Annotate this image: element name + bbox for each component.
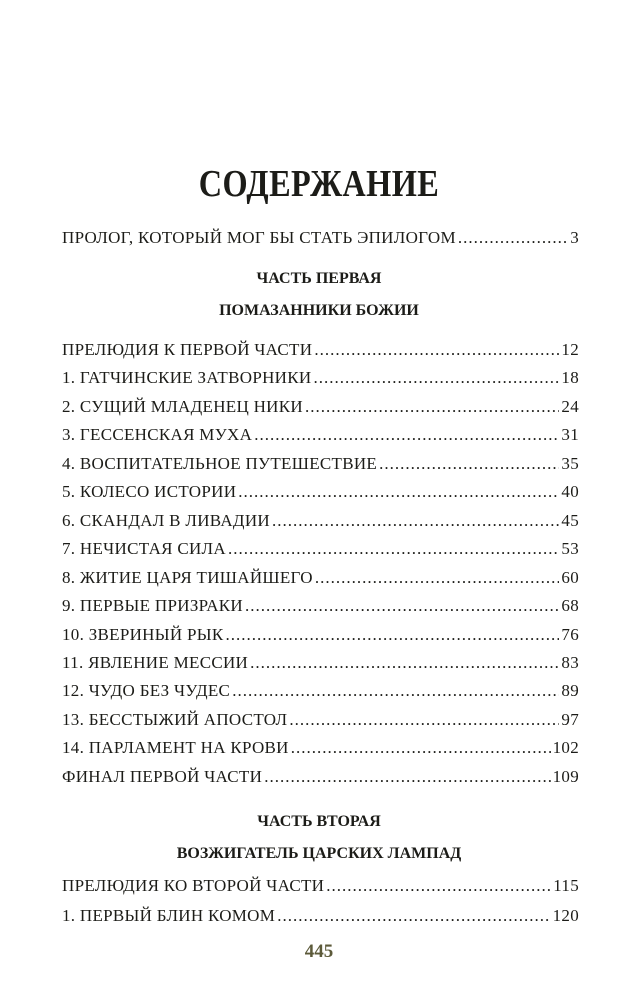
leader-dots [291, 738, 551, 758]
part-heading: ЧАСТЬ ПЕРВАЯ [256, 270, 382, 287]
entry-label: 10. ЗВЕРИНЫЙ РЫК [62, 624, 224, 644]
entry-label: 6. СКАНДАЛ В ЛИВАДИИ [62, 510, 270, 530]
entry-page: 83 [561, 652, 579, 672]
part-subtitle: ПОМАЗАННИКИ БОЖИИ [219, 302, 419, 319]
entry-page: 89 [561, 681, 579, 701]
toc-entry-prologue [62, 228, 579, 248]
leader-dots [458, 228, 568, 248]
leader-dots [245, 596, 559, 616]
entry-label: 11. ЯВЛЕНИЕ МЕССИИ [62, 652, 249, 672]
entry-label: ПРЕЛЮДИЯ КО ВТОРОЙ ЧАСТИ [62, 876, 325, 895]
toc-entry [62, 681, 579, 701]
leader-dots [313, 368, 559, 388]
entry-page: 120 [552, 906, 579, 925]
toc-entry [62, 368, 579, 388]
toc-entry [62, 511, 579, 531]
entry-label: 12. ЧУДО БЕЗ ЧУДЕС [62, 681, 231, 701]
part-heading: ЧАСТЬ ВТОРАЯ [257, 813, 381, 830]
entry-page: 102 [552, 738, 579, 758]
entry-page: 3 [570, 228, 579, 247]
toc-entry [62, 653, 579, 673]
leader-dots [272, 511, 559, 531]
toc-entry [62, 482, 579, 502]
entry-label: 4. ВОСПИТАТЕЛЬНОЕ ПУТЕШЕСТВИЕ [62, 453, 378, 473]
toc-entry [62, 906, 579, 926]
leader-dots [250, 653, 559, 673]
entry-page: 109 [552, 766, 579, 786]
toc-entry [62, 596, 579, 616]
leader-dots [315, 568, 560, 588]
entry-label: 3. ГЕССЕНСКАЯ МУХА [62, 425, 253, 445]
leader-dots [232, 681, 559, 701]
leader-dots [277, 906, 550, 926]
entry-label: 1. ГАТЧИНСКИЕ ЗАТВОРНИКИ [62, 368, 312, 388]
part-subtitle: ВОЗЖИГАТЕЛЬ ЦАРСКИХ ЛАМПАД [176, 845, 462, 862]
leader-dots [379, 454, 559, 474]
entry-label: 8. ЖИТИЕ ЦАРЯ ТИШАЙШЕГО [62, 567, 313, 587]
entry-page: 45 [561, 510, 579, 530]
leader-dots [314, 340, 559, 360]
leader-dots [238, 482, 559, 502]
entry-page: 68 [561, 596, 579, 616]
page-number: 445 [304, 941, 334, 962]
toc-entry [62, 340, 579, 360]
entry-page: 115 [553, 876, 579, 895]
entry-page: 97 [561, 709, 579, 729]
leader-dots [228, 539, 559, 559]
page-title: СОДЕРЖАНИЕ [198, 163, 440, 205]
toc-entry [62, 710, 579, 730]
entry-label: 7. НЕЧИСТАЯ СИЛА [62, 539, 226, 559]
toc-entry [62, 454, 579, 474]
entry-label: ПРОЛОГ, КОТОРЫЙ МОГ БЫ СТАТЬ ЭПИЛОГОМ [62, 228, 456, 247]
toc-entry [62, 738, 579, 758]
entry-label: 5. КОЛЕСО ИСТОРИИ [62, 482, 237, 502]
entry-page: 40 [561, 482, 579, 502]
entry-page: 24 [561, 396, 579, 416]
leader-dots [305, 397, 559, 417]
toc-entry [62, 767, 579, 787]
entry-page: 18 [561, 368, 579, 388]
entry-page: 53 [561, 539, 579, 559]
leader-dots [264, 767, 550, 787]
entry-page: 60 [561, 567, 579, 587]
toc-entry [62, 625, 579, 645]
leader-dots [326, 876, 551, 896]
entry-label: 14. ПАРЛАМЕНТ НА КРОВИ [62, 738, 289, 758]
toc-entry [62, 539, 579, 559]
toc-entry [62, 397, 579, 417]
leader-dots [289, 710, 559, 730]
leader-dots [226, 625, 560, 645]
entry-label: 9. ПЕРВЫЕ ПРИЗРАКИ [62, 596, 244, 616]
leader-dots [254, 425, 559, 445]
entry-label: 1. ПЕРВЫЙ БЛИН КОМОМ [62, 906, 276, 925]
entry-page: 31 [561, 425, 579, 445]
entry-page: 35 [561, 453, 579, 473]
toc-entry [62, 876, 579, 896]
entry-page: 12 [561, 340, 579, 359]
entry-label: ПРЕЛЮДИЯ К ПЕРВОЙ ЧАСТИ [62, 340, 313, 359]
entry-label: 2. СУЩИЙ МЛАДЕНЕЦ НИКИ [62, 396, 303, 416]
toc-entry [62, 425, 579, 445]
toc-entry [62, 568, 579, 588]
entry-page: 76 [561, 624, 579, 644]
entry-label: 13. БЕССТЫЖИЙ АПОСТОЛ [62, 709, 288, 729]
entry-label: ФИНАЛ ПЕРВОЙ ЧАСТИ [62, 766, 263, 786]
